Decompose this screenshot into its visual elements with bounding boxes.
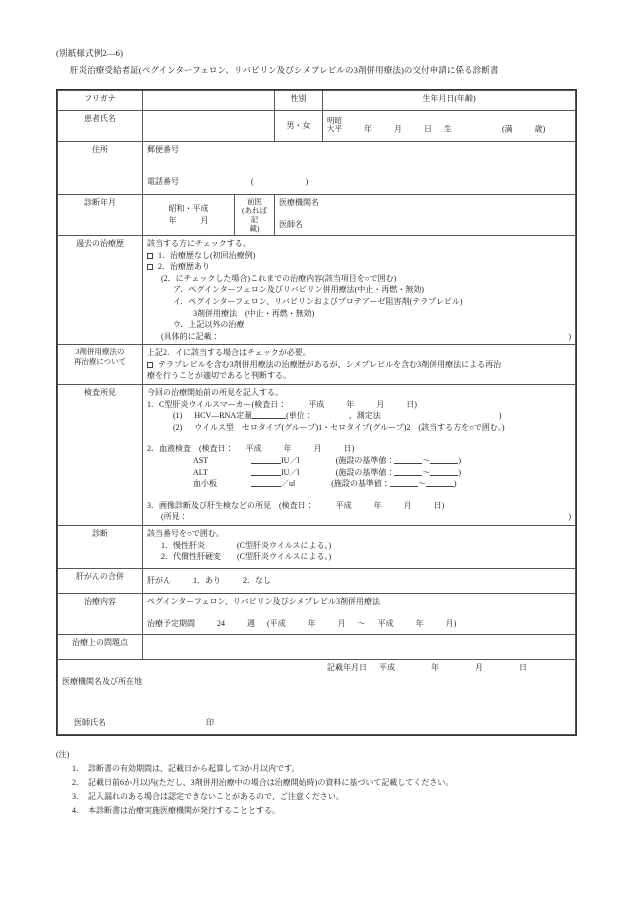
- era-abbrev: 明昭 大平: [327, 115, 342, 134]
- table-row-patient-name: [58, 110, 576, 141]
- findings-lab-row[interactable]: AST IU／l (施設の基準値： ～ ): [193, 456, 462, 466]
- alt-value-blank[interactable]: [251, 467, 281, 476]
- ast-value-blank[interactable]: [251, 455, 281, 464]
- entry-date-label: 記載年月日: [327, 663, 367, 672]
- label-diagnosis-date: 診断年月: [58, 194, 143, 235]
- diagnosis-ym-label: 年 月: [168, 215, 209, 225]
- findings-lab-row[interactable]: ALT IU／l (施設の基準値： ～ ): [193, 467, 462, 477]
- phone-paren-open: (: [251, 176, 254, 186]
- past-treatment-item-i-line1[interactable]: イ．ペグインターフェロン、リバビリンおよびプロテアーゼ阻害剤(テラプレビル): [173, 296, 463, 306]
- table-row-address: [58, 141, 576, 194]
- label-doctor-name: 医師名: [279, 219, 303, 229]
- field-problems-value[interactable]: [143, 635, 576, 660]
- field-retreatment: [143, 345, 576, 385]
- table-row-treatment: [58, 594, 576, 635]
- label-diagnosis: 診断: [58, 526, 143, 569]
- field-patient-name-value[interactable]: [143, 110, 275, 141]
- field-birthdate-value[interactable]: [323, 110, 576, 141]
- liver-cancer-option-1[interactable]: 1．あり: [193, 576, 221, 586]
- label-previous-doctor: 前医 (あれば記 載): [235, 194, 275, 235]
- label-institution-name: 医療機関名: [279, 197, 319, 207]
- label-treatment: 治療内容: [58, 594, 143, 635]
- table-row-findings: [58, 385, 576, 526]
- past-treatment-item-u[interactable]: ウ．上記以外の治療: [173, 320, 245, 330]
- list-item: 4． 本診断書は治療実施医療機関が発行することとする。: [72, 806, 280, 816]
- field-gender-options[interactable]: 男・女: [275, 110, 323, 141]
- birth-year-label: 年: [364, 124, 372, 134]
- label-liver-cancer: 肝がんの合併: [58, 569, 143, 594]
- diagnosis-option-1[interactable]: 1．慢性肝炎 (C型肝炎ウイルスによる。): [161, 540, 332, 550]
- notes-title: (注): [56, 749, 70, 759]
- phone-label: 電話番号: [147, 176, 179, 186]
- liver-cancer-option-2[interactable]: 2．なし: [243, 576, 271, 586]
- label-seal: 印: [206, 718, 214, 728]
- table-row-diagnosis-date: [58, 194, 576, 235]
- alt-ref-high-blank[interactable]: [430, 467, 458, 476]
- findings-hcv-rna-line[interactable]: (1) HCV—RNA定量 (単位： 、測定法 ): [173, 411, 502, 421]
- treatment-regimen: ペグインターフェロン、リバビリン及びシメプレビル3剤併用療法: [147, 597, 381, 606]
- table-row-retreatment: [58, 345, 576, 385]
- notes-list: [56, 763, 590, 817]
- birth-day-label: 日: [424, 124, 432, 134]
- hcv-rna-value-blank[interactable]: [252, 410, 286, 419]
- list-item: 1． 診断書の有効期間は、記載日から起算して3か月以内です。: [72, 763, 300, 773]
- past-treatment-specify[interactable]: (具体的に記載： ): [161, 331, 571, 341]
- field-previous-institution[interactable]: [275, 194, 576, 235]
- platelet-value-blank[interactable]: [251, 478, 281, 487]
- form-table-frame: [56, 89, 577, 736]
- findings-section-1-title: 1．C型肝炎ウイルスマーカー(検査日： 平成 年 月 日): [147, 399, 417, 409]
- phone-line: [147, 176, 571, 188]
- field-diagnosis: [143, 526, 576, 569]
- field-diagnosis-era[interactable]: [143, 194, 235, 235]
- findings-lab-row[interactable]: 血小板 ／ul (施設の基準値： ～ ): [193, 479, 457, 489]
- retreatment-instruction: 上記2．イに該当する場合はチェックが必要。: [147, 348, 311, 358]
- label-gender: 性別: [275, 90, 323, 110]
- treatment-period-weeks[interactable]: 24: [217, 618, 225, 628]
- checkbox-no-history-icon[interactable]: [147, 253, 153, 259]
- phone-paren-close: ): [305, 176, 309, 186]
- past-treatment-item-a[interactable]: ア．ペグインターフェロン及びリバビリン併用療法(中止・再燃・無効): [173, 285, 424, 295]
- past-treatment-item-i-line2[interactable]: 3剤併用療法 (中止・再燃・無効): [193, 308, 315, 318]
- entry-date-line[interactable]: 記載年月日 平成 年 月 日: [327, 663, 527, 672]
- checkbox-has-history-icon[interactable]: [147, 264, 153, 270]
- past-treatment-option-2[interactable]: 2．治療歴あり: [147, 261, 571, 273]
- diagnosis-instruction: 該当番号を○で囲む。: [147, 529, 224, 538]
- label-past-treatment: 過去の治療歴: [58, 235, 143, 344]
- label-doctor-signature: 医師氏名: [74, 718, 106, 728]
- label-address: 住所: [58, 141, 143, 194]
- form-number: (別紙様式例2—6): [56, 48, 124, 58]
- label-patient-name: 患者氏名: [58, 110, 143, 141]
- birth-month-label: 月: [394, 124, 402, 134]
- table-row-past-treatment: [58, 235, 576, 344]
- label-retreatment: 3剤併用療法の 再治療について: [58, 345, 143, 385]
- footer-notes: [56, 750, 590, 817]
- treatment-period-unit: 週: [247, 618, 255, 628]
- retreatment-checkbox-line2: 療を行うことが適切であると判断する。: [147, 371, 291, 381]
- list-item: 2． 記載日前6か月以内(ただし、3剤併用治療中の場合は治療開始時)の資料に基づいて記載してください。: [72, 777, 454, 787]
- past-treatment-option-1[interactable]: 1．治療歴なし(初回治療例): [147, 250, 571, 262]
- field-findings: [143, 385, 576, 526]
- findings-virus-type-line[interactable]: (2) ウイルス型 セロタイプ(グループ)1・セロタイプ(グループ)2 (該当する方を○で囲む。): [173, 422, 505, 432]
- diagnosis-era-label: 昭和・平成: [168, 204, 209, 214]
- table-row-problems: [58, 635, 576, 660]
- field-institution: [58, 660, 576, 735]
- retreatment-checkbox-line1[interactable]: テラプレビルを含む3剤併用療法の治療歴があるが、シメプレビルを含む3剤併用療法による再治: [147, 359, 571, 371]
- table-row-diagnosis: [58, 526, 576, 569]
- document-title: 肝炎治療受給者証(ペグインターフェロン、リバビリン及びシメプレビルの3剤併用療法)の交付申請に係る診断書: [70, 65, 499, 76]
- field-furigana-value[interactable]: [143, 90, 275, 110]
- label-findings: 検査所見: [58, 385, 143, 526]
- list-item: 3． 記入漏れのある場合は認定できないことがあるので、ご注意ください。: [72, 791, 344, 801]
- findings-section-3-note[interactable]: (所見： ): [161, 512, 571, 522]
- field-past-treatment: [143, 235, 576, 344]
- field-treatment: [143, 594, 576, 635]
- past-treatment-sub-instruction: (2．にチェックした場合)これまでの治療内容(該当項目を○で囲む): [161, 273, 397, 283]
- past-treatment-instruction: 該当する方にチェックする。: [147, 238, 251, 248]
- field-liver-cancer[interactable]: [143, 569, 576, 594]
- table-row-furigana: [58, 90, 576, 110]
- age-open-label: (満: [502, 124, 513, 134]
- label-problems: 治療上の問題点: [58, 635, 143, 660]
- label-furigana: フリガナ: [58, 90, 143, 110]
- ast-ref-high-blank[interactable]: [430, 455, 458, 464]
- label-birthdate: 生年月日(年齢): [323, 90, 576, 110]
- treatment-period-line[interactable]: 治療予定期間 24 週 (平成 年 月 ～ 平成 年 月): [147, 618, 457, 628]
- liver-cancer-item: 肝がん: [147, 576, 171, 586]
- platelet-ref-high-blank[interactable]: [426, 478, 454, 487]
- alt-ref-low-blank[interactable]: [394, 467, 422, 476]
- label-institution-address: 医療機関名及び所在地: [62, 676, 142, 686]
- field-address-value[interactable]: [143, 141, 576, 194]
- treatment-period-label: 治療予定期間: [147, 618, 195, 628]
- findings-section-3-title: 3．画像診断及び肝生検などの所見 (検査日： 平成 年 月 日): [147, 500, 445, 510]
- doctor-name-line[interactable]: [62, 717, 571, 729]
- table-row-institution: [58, 660, 576, 735]
- checkbox-retreatment-icon[interactable]: [147, 362, 153, 368]
- ast-ref-low-blank[interactable]: [394, 455, 422, 464]
- diagnosis-option-2[interactable]: 2．代償性肝硬変 (C型肝炎ウイルスによる。): [161, 552, 332, 562]
- platelet-ref-low-blank[interactable]: [390, 478, 418, 487]
- diagnosis-form-table: [57, 90, 576, 735]
- postal-code-label: 郵便番号: [147, 144, 179, 154]
- table-row-liver-cancer: [58, 569, 576, 594]
- birth-born-label: 生: [444, 124, 452, 134]
- findings-section-2-title: 2．血液検査 (検査日： 平成 年 月 日): [147, 444, 355, 454]
- age-unit-label: 歳): [534, 124, 546, 134]
- findings-instruction: 今回の治療開始前の所見を記入する。: [147, 388, 283, 398]
